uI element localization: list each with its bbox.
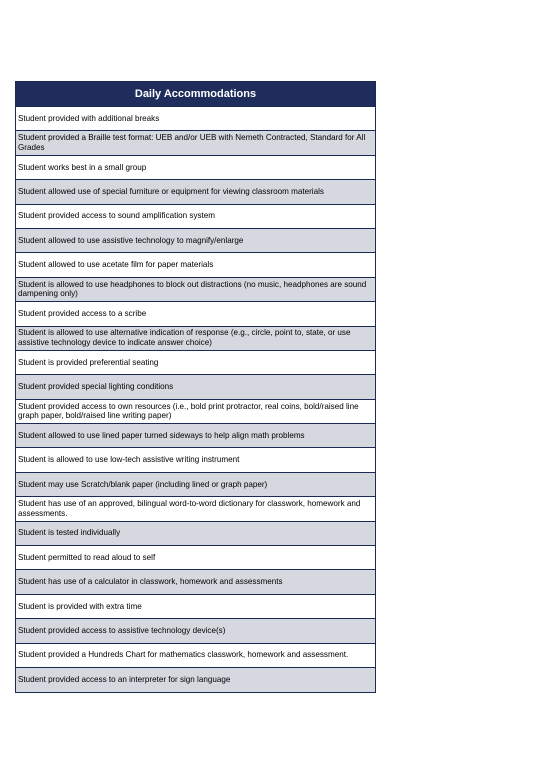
table-row: [16, 570, 375, 594]
row-text: Student provided a Hundreds Chart for mathematics classwork, homework and assessment.: [18, 650, 349, 660]
row-text: Student provided access to a scribe: [18, 308, 147, 318]
row-text: Student works best in a small group: [18, 162, 147, 172]
row-text: Student provided with additional breaks: [18, 113, 160, 123]
row-text: Student is provided preferential seating: [18, 357, 159, 367]
table-row: [16, 180, 375, 204]
row-text: Student is allowed to use alternative indication of response (e.g., circle, point to, state, or use assistive technology device to indicate answer choice): [18, 328, 351, 348]
table-row: [16, 156, 375, 180]
row-text: Student has use of an approved, bilingual word-to-word dictionary for classwork, homework and assessments.: [18, 499, 361, 518]
row-text: Student permitted to read aloud to self: [18, 552, 156, 562]
row-text: Student is provided with extra time: [18, 601, 142, 611]
table-row: [16, 327, 375, 351]
table-row: [16, 375, 375, 399]
row-text: Student is allowed to use headphones to block out distractions (no music, headphones are sound dampening only): [18, 279, 367, 299]
row-text: Student is allowed to use low-tech assistive writing instrument: [18, 455, 240, 465]
table-row: [16, 107, 375, 131]
table-row: [16, 253, 375, 277]
table-title: Daily Accommodations: [16, 82, 375, 107]
row-text: Student may use Scratch/blank paper (including lined or graph paper): [18, 479, 268, 489]
table-row: [16, 351, 375, 375]
row-text: Student allowed to use assistive technology to magnify/enlarge: [18, 235, 244, 245]
table-row: [16, 131, 375, 155]
table-row: [16, 522, 375, 546]
row-text: Student has use of a calculator in classwork, homework and assessments: [18, 577, 283, 587]
row-text: Student provided a Braille test format: UEB and/or UEB with Nemeth Contracted, Standard for All Grades: [18, 133, 366, 153]
table-row: [16, 278, 375, 302]
row-text: Student provided access to own resources (i.e., bold print protractor, real coins, bold/raised line graph paper, bold/raised line writing paper): [18, 401, 359, 421]
table-row: [16, 668, 375, 692]
accommodations-table: [15, 81, 376, 693]
row-text: Student provided access to assistive technology device(s): [18, 626, 226, 635]
table-row: [16, 229, 375, 253]
row-text: Student provided special lighting conditions: [18, 382, 174, 392]
table-body: [16, 107, 375, 692]
table-row: [16, 424, 375, 448]
table-row: [16, 302, 375, 326]
table-row: [16, 595, 375, 619]
table-row: [16, 497, 375, 521]
row-text: Student provided access to an interpreter for sign language: [18, 675, 231, 685]
table-row: [16, 619, 375, 643]
table-row: [16, 473, 375, 497]
table-row: [16, 400, 375, 424]
row-text: Student is tested individually: [18, 528, 121, 538]
table-row: [16, 546, 375, 570]
table-row: [16, 644, 375, 668]
row-text: Student allowed to use lined paper turned sideways to help align math problems: [18, 430, 305, 440]
table-row: [16, 448, 375, 472]
row-text: Student allowed to use acetate film for paper materials: [18, 260, 214, 270]
table-row: [16, 205, 375, 229]
row-text: Student provided access to sound amplification system: [18, 211, 216, 221]
row-text: Student allowed use of special furniture or equipment for viewing classroom materials: [18, 186, 324, 196]
